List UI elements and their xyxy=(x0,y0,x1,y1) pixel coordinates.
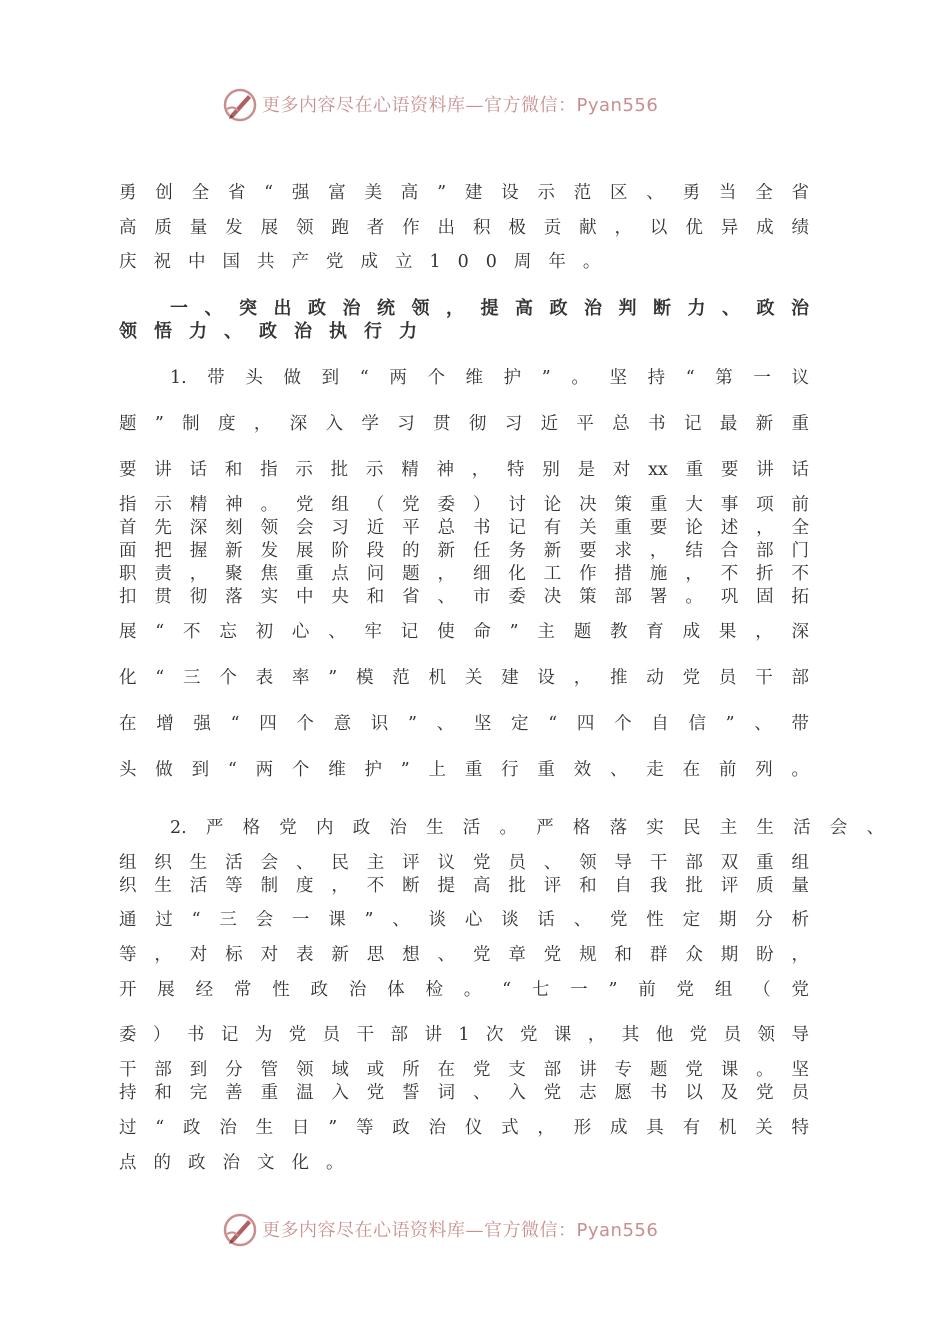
text-line: 头做到“两个维护”上重行重效、走在前列。 xyxy=(119,760,809,780)
text-line: 2.严格党内政治生活。严格落实民主生活会、 xyxy=(170,818,884,838)
banner-text: 更多内容尽在心语资料库—官方微信：Pyan556 xyxy=(262,1220,659,1241)
text-line: 指示精神。党组（党委）讨论决策重大事项前 xyxy=(119,495,809,515)
text-line: 庆祝中国共产党成立100周年。 xyxy=(119,252,618,272)
text-line: 在增强“四个意识”、坚定“四个自信”、带 xyxy=(119,714,809,734)
text-line: 高质量发展领跑者作出积极贡献，以优异成绩 xyxy=(119,218,809,238)
text-line: 组织生活会、民主评议党员、领导干部双重组 xyxy=(119,853,809,873)
text-line: 干部到分管领域或所在党支部讲专题党课。坚 xyxy=(119,1060,809,1080)
text-line: 通过“三会一课”、谈心谈话、党性定期分析 xyxy=(119,910,809,930)
pen-logo-icon xyxy=(222,87,258,123)
text-line: 点的政治文化。 xyxy=(119,1153,361,1173)
text-line: 题”制度，深入学习贯彻习近平总书记最新重 xyxy=(119,414,809,434)
section-heading: 领悟力、政治执行力 xyxy=(119,321,434,342)
header-banner xyxy=(0,85,950,125)
text-line: 1.带头做到“两个维护”。坚持“第一议 xyxy=(170,368,809,388)
text-line: 首先深刻领会习近平总书记有关重要论述，全 xyxy=(119,518,809,538)
footer-banner xyxy=(0,1210,950,1250)
section-heading: 一、突出政治统领，提高政治判断力、政治 xyxy=(170,298,809,319)
text-line: 开展经常性政治体检。“七一”前党组（党 xyxy=(119,980,809,1000)
text-line: 面把握新发展阶段的新任务新要求，结合部门 xyxy=(119,541,809,561)
banner-text: 更多内容尽在心语资料库—官方微信：Pyan556 xyxy=(262,95,659,116)
text-line: 持和完善重温入党誓词、入党志愿书以及党员 xyxy=(119,1083,809,1103)
pen-logo-icon xyxy=(222,1212,258,1248)
text-line: 扣贯彻落实中央和省、市委决策部署。巩固拓 xyxy=(119,587,809,607)
text-line: 过“政治生日”等政治仪式，形成具有机关特 xyxy=(119,1118,809,1138)
text-line: 等，对标对表新思想、党章党规和群众期盼， xyxy=(119,945,809,965)
text-line: 展“不忘初心、牢记使命”主题教育成果，深 xyxy=(119,622,809,642)
text-line: 委）书记为党员干部讲1次党课，其他党员领导 xyxy=(119,1025,809,1045)
text-line: 织生活等制度，不断提高批评和自我批评质量 xyxy=(119,876,809,896)
text-line: 勇创全省“强富美高”建设示范区、勇当全省 xyxy=(119,183,809,203)
text-line: 职责，聚焦重点问题，细化工作措施，不折不 xyxy=(119,564,809,584)
text-line: 化“三个表率”模范机关建设，推动党员干部 xyxy=(119,668,809,688)
text-line: 要讲话和指示批示精神，特别是对xx重要讲话 xyxy=(119,460,809,480)
